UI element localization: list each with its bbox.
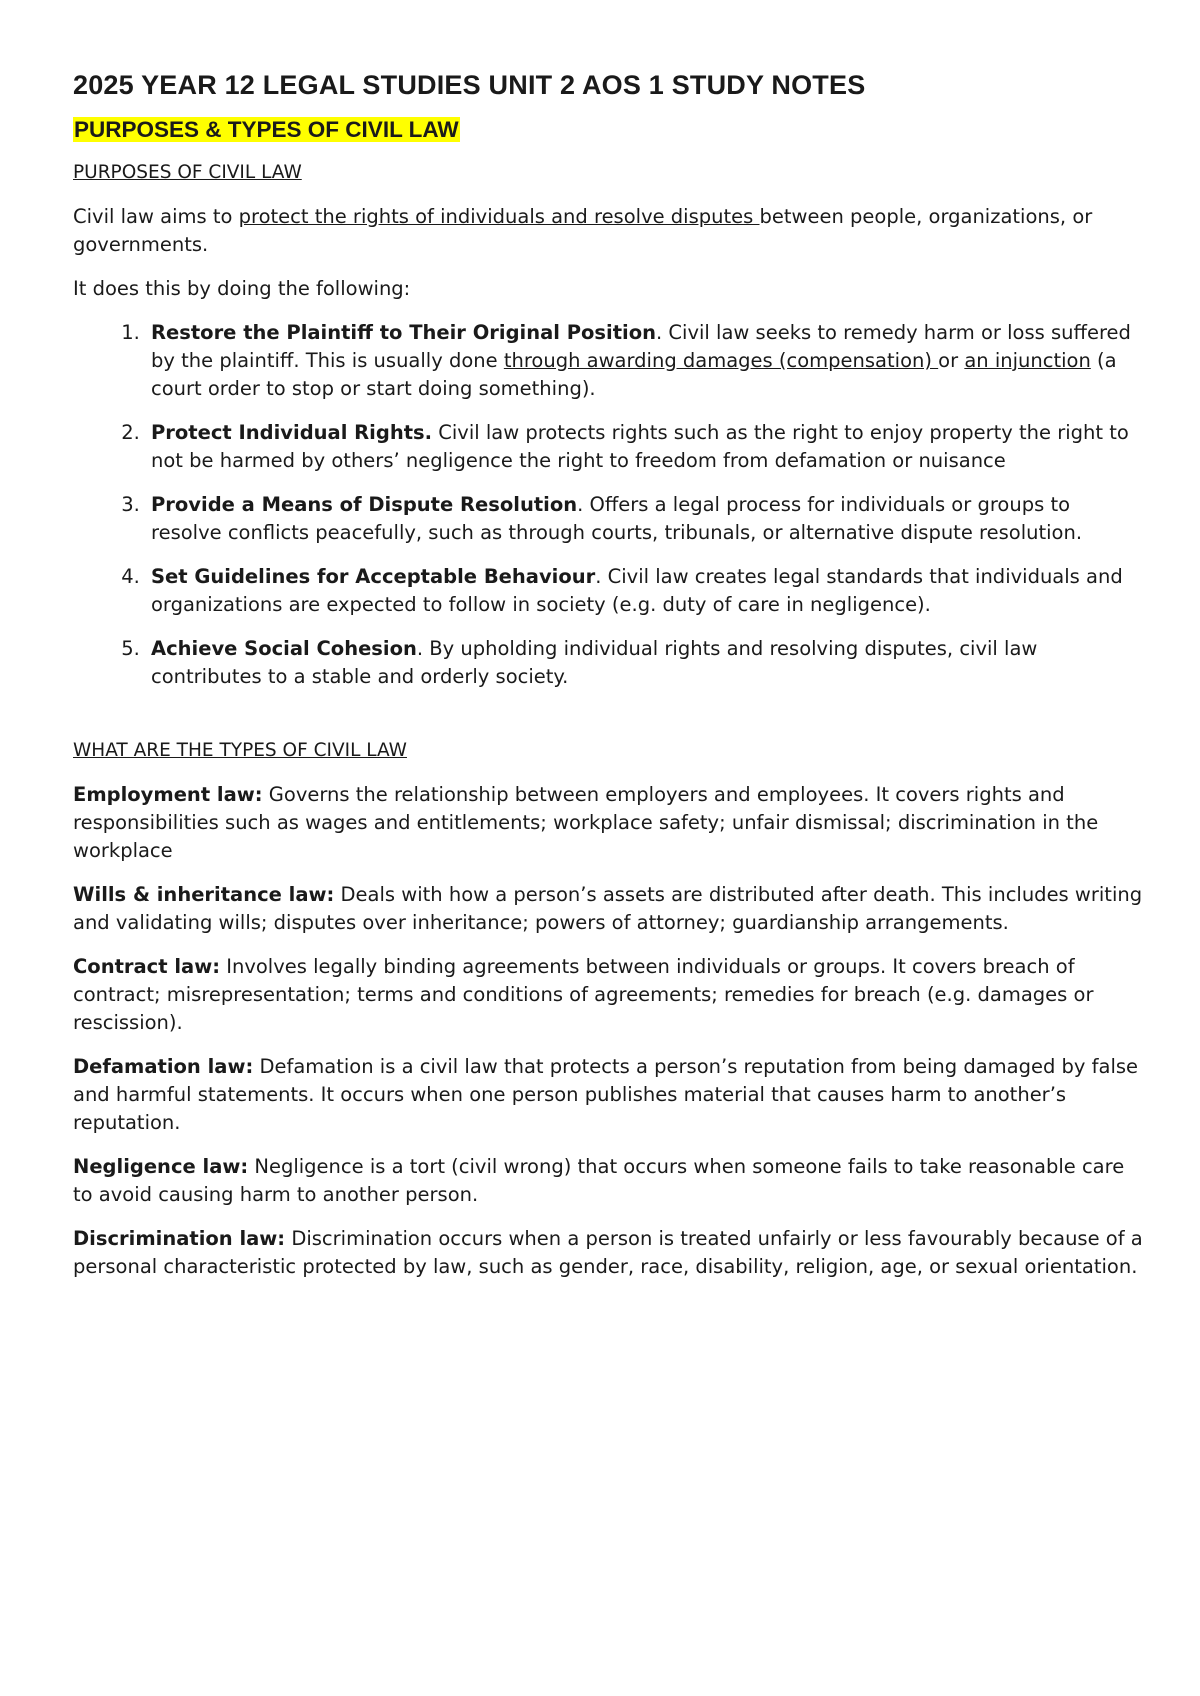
type-negligence (73, 1153, 1143, 1209)
lead-in-text: It does this by doing the following: (73, 277, 411, 300)
purpose-title: Protect Individual Rights. (151, 421, 433, 444)
type-employment (73, 781, 1143, 865)
type-text: Deals with how a person’s assets are distributed after death. This includes writing and validating wills; disputes over inheritance; powers of attorney; guardianship arrangements. (73, 883, 1143, 934)
type-wills (73, 881, 1143, 937)
type-defamation (73, 1053, 1143, 1137)
type-title: Negligence law: (73, 1155, 249, 1178)
section-heading (73, 117, 1143, 143)
purpose-text: . Offers a legal process for individuals or groups to resolve conflicts peacefully, such as through courts, tribunals, or alternative dispute resolution. (151, 493, 1083, 544)
purpose-title: Restore the Plaintiff to Their Original Position (151, 321, 657, 344)
purpose-item-guidelines (146, 563, 1143, 619)
purpose-underlined-damages: through awarding damages (compensation) (503, 349, 939, 372)
type-text: Negligence is a tort (civil wrong) that occurs when someone fails to take reasonable care to avoid causing harm to another person. (73, 1155, 1125, 1206)
type-discrimination (73, 1225, 1143, 1281)
purpose-text: or (938, 349, 965, 372)
purpose-underlined-injunction: an injunction (964, 349, 1091, 372)
intro-text-underlined: protect the rights of individuals and resolve disputes (238, 205, 760, 228)
purpose-item-restore (146, 319, 1143, 403)
types-heading: WHAT ARE THE TYPES OF CIVIL LAW (73, 740, 407, 761)
type-title: Discrimination law: (73, 1227, 286, 1250)
purpose-item-rights (146, 419, 1143, 475)
type-title: Defamation law: (73, 1055, 254, 1078)
intro-text-after: between people, organizations, or governments. (73, 205, 1093, 256)
purpose-text: (a court order to stop or start doing something). (151, 349, 1117, 400)
spacer (73, 707, 1143, 737)
type-title: Contract law: (73, 955, 221, 978)
purposes-heading: PURPOSES OF CIVIL LAW (73, 162, 302, 183)
type-text: Governs the relationship between employers and employees. It covers rights and responsibilities such as wages and entitlements; workplace safety; unfair dismissal; discrimination in the workplace (73, 783, 1099, 862)
purpose-title: Set Guidelines for Acceptable Behaviour (151, 565, 596, 588)
type-title: Wills & inheritance law: (73, 883, 335, 906)
purpose-title: Provide a Means of Dispute Resolution (151, 493, 578, 516)
purpose-item-social-cohesion (146, 635, 1143, 691)
purpose-text: . Civil law creates legal standards that individuals and organizations are expected to follow in society (e.g. duty of care in negligence). (151, 565, 1123, 616)
purpose-text: Civil law protects rights such as the right to enjoy property the right to not be harmed by others’ negligence the right to freedom from defamation or nuisance (151, 421, 1129, 472)
highlighted-heading-text: PURPOSES & TYPES OF CIVIL LAW (74, 117, 459, 142)
type-text: Involves legally binding agreements between individuals or groups. It covers breach of contract; misrepresentation; terms and conditions of agreements; remedies for breach (e.g. damages or rescission). (73, 955, 1094, 1034)
type-contract (73, 953, 1143, 1037)
purpose-item-dispute-resolution (146, 491, 1143, 547)
intro-text-before: Civil law aims to (73, 205, 239, 228)
purposes-list (73, 319, 1143, 691)
type-text: Discrimination occurs when a person is treated unfairly or less favourably because of a personal characteristic protected by law, such as gender, race, disability, religion, age, or sexual orientation. (73, 1227, 1143, 1278)
purpose-text: . Civil law seeks to remedy harm or loss suffered by the plaintiff. This is usually done (151, 321, 1131, 372)
type-title: Employment law: (73, 783, 263, 806)
intro-paragraph (73, 203, 1143, 259)
purpose-title: Achieve Social Cohesion (151, 637, 417, 660)
document-page (73, 70, 1143, 1297)
document-title: 2025 YEAR 12 LEGAL STUDIES UNIT 2 AOS 1 STUDY NOTES (73, 70, 866, 100)
type-text: Defamation is a civil law that protects a person’s reputation from being damaged by false and harmful statements. It occurs when one person publishes material that causes harm to another’s reputation. (73, 1055, 1139, 1134)
purpose-text: . By upholding individual rights and resolving disputes, civil law contributes to a stable and orderly society. (151, 637, 1038, 688)
